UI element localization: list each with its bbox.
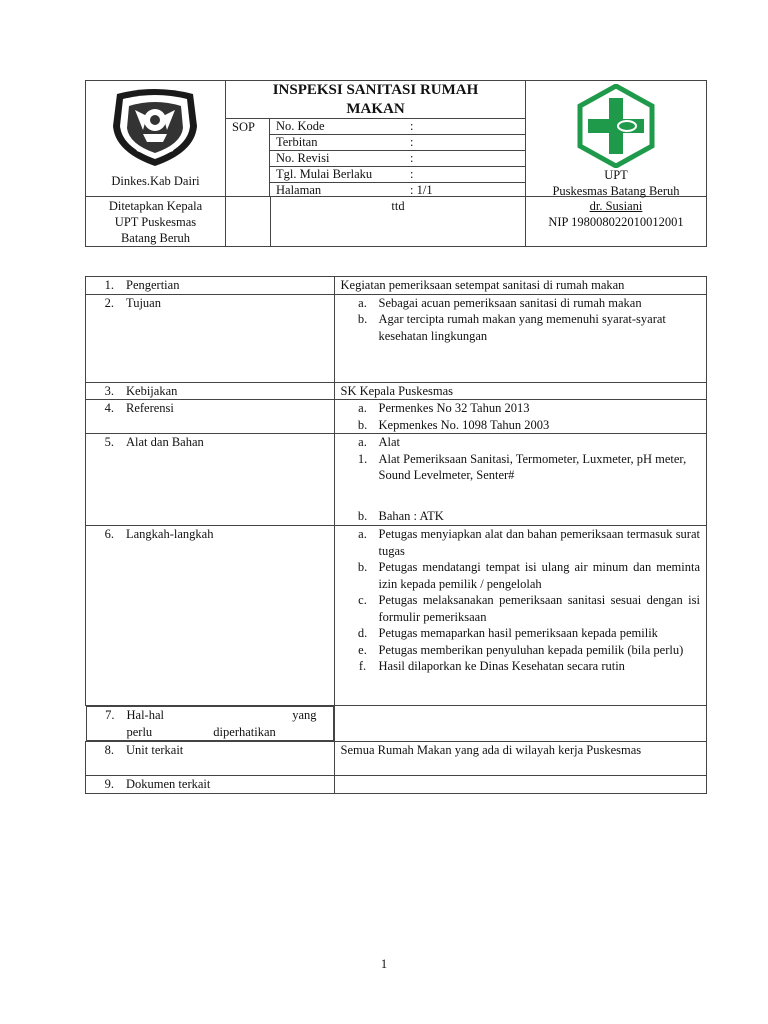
signer-nip: NIP 198008022010012001 [548, 215, 684, 229]
table-row: 5. Alat dan Bahan a. Alat 1. Alat Pemeriksaan Sanitasi, Termometer, Luxmeter, pH meter, Sound Levelmeter, Senter# b. Bahan : ATK [86, 434, 707, 526]
puskesmas-logo-icon [574, 84, 658, 168]
meta-row-revisi: No. Revisi : [270, 151, 525, 167]
left-org-label: Dinkes.Kab Dairi [111, 174, 200, 188]
right-org-line1: UPT [604, 168, 628, 182]
ttd-cell: ttd [271, 197, 526, 247]
table-row: 1. Pengertian Kegiatan pemeriksaan setempat sanitasi di rumah makan [86, 277, 707, 295]
referensi-list [334, 400, 707, 434]
right-org-line2: Puskesmas Batang Beruh [552, 184, 680, 198]
meta-row-tgl: Tgl. Mulai Berlaku : [270, 167, 525, 183]
sop-label: SOP [226, 119, 270, 196]
pengertian-text: Kegiatan pemeriksaan setempat sanitasi di rumah makan [334, 277, 707, 295]
meta-row-kode: No. Kode : [270, 119, 525, 135]
table-row: 7. Hal-hal yang perlu diperhatikan [86, 706, 707, 742]
dinkes-logo-cell [86, 81, 226, 197]
list-item: c. Petugas melaksanakan pemeriksaan sanitasi sesuai dengan isi formulir pemeriksaan [358, 593, 700, 624]
list-item: b. Petugas mendatangi tempat isi ulang air minum dan meminta izin kepada pemilik / pengelolah [357, 560, 700, 591]
list-item: e. Petugas memberikan penyuluhan kepada pemilik (bila perlu) [358, 642, 684, 657]
list-item: f. Hasil dilaporkan ke Dinas Kesehatan secara rutin [358, 659, 625, 673]
sop-content-table [85, 276, 707, 794]
table-row: 8. Unit terkait Semua Rumah Makan yang ada di wilayah kerja Puskesmas [86, 742, 707, 776]
ditetapkan-cell: Ditetapkan Kepala UPT Puskesmas Batang Beruh [86, 197, 226, 247]
meta-row-halaman: Halaman : 1/1 [276, 183, 433, 197]
list-item: 1. Alat Pemeriksaan Sanitasi, Termometer, Luxmeter, pH meter, Sound Levelmeter, Senter# [357, 451, 687, 482]
langkah-list [334, 526, 707, 706]
page-title: INSPEKSI SANITASI RUMAH MAKAN [226, 81, 525, 119]
puskesmas-logo-cell [526, 81, 707, 197]
signer-name: dr. Susiani [589, 199, 643, 213]
table-row: 2. Tujuan a. Sebagai acuan pemeriksaan sanitasi di rumah makan b. Agar tercipta rumah makan yang memenuhi syarat-syarat kesehatan lingkungan [86, 294, 707, 382]
tujuan-list [334, 294, 707, 382]
table-row: 6. Langkah-langkah a. Petugas menyiapkan alat dan bahan pemeriksaan termasuk surat tugas b. Petugas mendatangi tempat isi ulang air minum dan meminta izin kepada pemilik / pengelolah c. Petugas melaksanakan pemeriksaan sanitasi sesuai dengan isi formulir pemeriksaan d. Petugas memaparkan hasil pemeriksaan kepada pemilik e. Petugas memberikan penyuluhan kepada pemilik (bila perlu) f. Hasil dilaporkan ke Dinas Kesehatan secara rutin [86, 526, 707, 706]
kebijakan-text: SK Kepala Puskesmas [334, 382, 707, 400]
meta-row-terbitan: Terbitan : [270, 135, 525, 151]
page-number: 1 [380, 957, 388, 971]
list-item: a. Alat [358, 435, 401, 449]
list-item: a. Petugas menyiapkan alat dan bahan pemeriksaan termasuk surat tugas [358, 527, 700, 558]
unit-terkait-text: Semua Rumah Makan yang ada di wilayah kerja Puskesmas [334, 742, 707, 776]
table-row: 3. Kebijakan SK Kepala Puskesmas [86, 382, 707, 400]
table-row: 4. Referensi a. Permenkes No 32 Tahun 2013 b. Kepmenkes No. 1098 Tahun 2003 [86, 400, 707, 434]
alat-list [334, 434, 707, 526]
list-item: a. Sebagai acuan pemeriksaan sanitasi di rumah makan [358, 295, 642, 310]
list-item: b. Agar tercipta rumah makan yang memenuhi syarat-syarat kesehatan lingkungan [357, 312, 666, 343]
kabupaten-dairi-emblem-icon [107, 86, 203, 168]
list-item: b. Kepmenkes No. 1098 Tahun 2003 [357, 417, 550, 432]
list-item: b. Bahan : ATK [357, 508, 444, 523]
signer-cell [526, 197, 707, 247]
sop-header-table [85, 80, 707, 247]
table-row: 9. Dokumen terkait [86, 776, 707, 794]
list-item: d. Petugas memaparkan hasil pemeriksaan kepada pemilik [357, 626, 658, 640]
title-block [226, 81, 526, 197]
meta-list [270, 119, 525, 196]
list-item: a. Permenkes No 32 Tahun 2013 [358, 401, 530, 415]
